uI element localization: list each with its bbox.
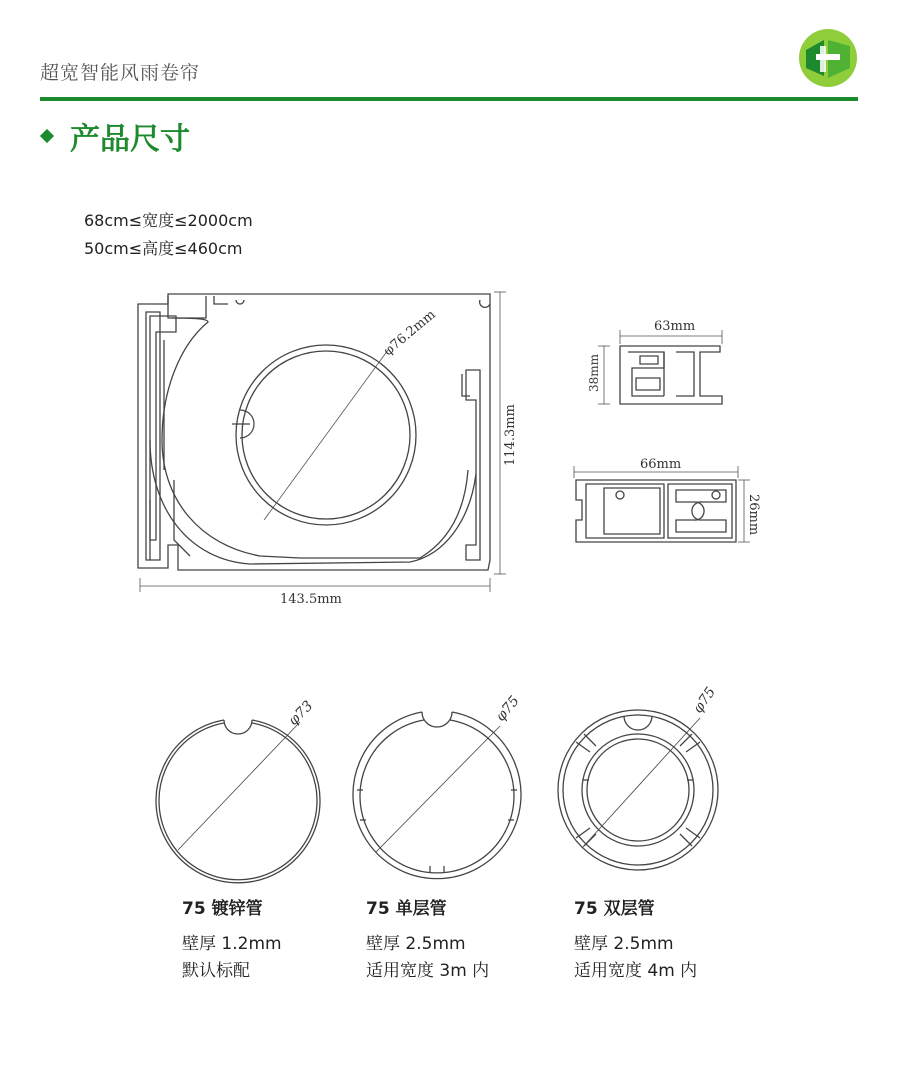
box-diameter-label: φ76.2mm — [380, 307, 439, 360]
tube-single-caption — [366, 896, 489, 985]
tube2-diameter-label: φ75 — [492, 693, 523, 725]
tube-double-note: 适用宽度 4m 内 — [574, 961, 698, 981]
tube-galvanized-caption — [182, 896, 282, 985]
bottom-bar-drawing — [576, 480, 736, 542]
tube-single-layer-drawing — [353, 712, 521, 879]
box-profile-drawing — [138, 294, 490, 570]
tube-double-wall: 壁厚 2.5mm — [574, 934, 674, 954]
bottom-bar-dimensions — [574, 466, 750, 542]
rail-width-label: 63mm — [654, 319, 696, 334]
tube-galvanized-title: 75 镀锌管 — [182, 899, 263, 919]
section-title: 产品尺寸 — [70, 122, 190, 157]
bar-width-label: 66mm — [640, 457, 682, 472]
tube-galvanized-note: 默认标配 — [182, 961, 250, 981]
width-range: 68cm≤宽度≤2000cm — [84, 211, 253, 230]
tube-galvanized-wall: 壁厚 1.2mm — [182, 934, 282, 954]
tube-double-title: 75 双层管 — [574, 899, 655, 919]
tube-single-note: 适用宽度 3m 内 — [366, 961, 490, 981]
guide-rail-dimensions — [598, 330, 722, 404]
tube1-diameter-label: φ73 — [285, 697, 317, 729]
tube-single-title: 75 单层管 — [366, 899, 447, 919]
rail-height-label: 38mm — [587, 353, 601, 392]
header-title: 超宽智能风雨卷帘 — [40, 62, 201, 84]
tube3-diameter-label: φ75 — [690, 684, 720, 717]
tube-double-caption — [574, 896, 697, 985]
box-width-label: 143.5mm — [280, 592, 342, 607]
tube-galvanized-drawing — [156, 720, 320, 883]
box-dimensions — [140, 292, 506, 592]
tube-double-layer-drawing — [558, 710, 718, 870]
height-range: 50cm≤高度≤460cm — [84, 239, 243, 258]
box-height-label: 114.3mm — [503, 404, 518, 466]
bar-height-label: 26mm — [746, 494, 761, 536]
tube-single-wall: 壁厚 2.5mm — [366, 934, 466, 954]
guide-rail-drawing — [620, 346, 722, 404]
